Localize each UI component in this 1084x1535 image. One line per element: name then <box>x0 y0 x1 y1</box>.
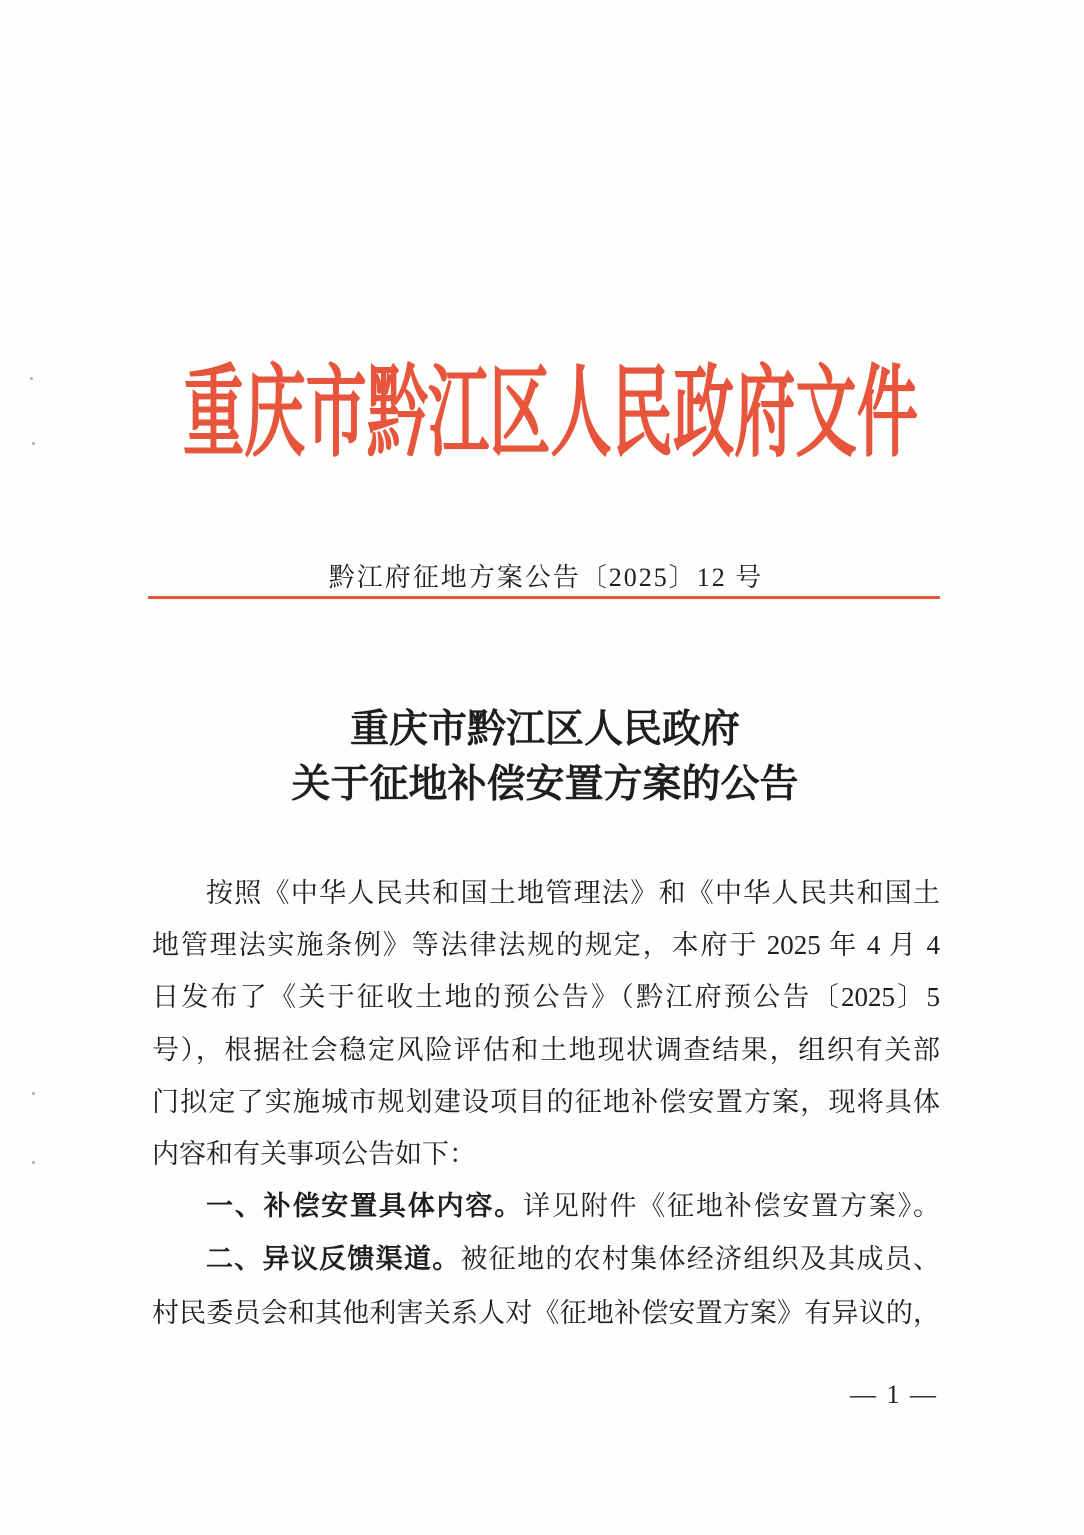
section-2 <box>152 1233 940 1286</box>
section-text: 村民委员会和其他利害关系人对《征地补偿安置方案》有异议的， <box>152 1297 940 1328</box>
document-title <box>0 702 1084 812</box>
masthead <box>0 360 1084 470</box>
body-line: 地管理法实施条例》等法律法规的规定，本府于 2025 年 4 月 4 <box>152 930 940 961</box>
title-line-1: 重庆市黔江区人民政府 <box>349 706 740 752</box>
body-line: 门拟定了实施城市规划建设项目的征地补偿安置方案，现将具体 <box>152 1086 940 1117</box>
body-line <box>152 1287 940 1339</box>
body-line: 号），根据社会稳定风险评估和土地现状调查结果，组织有关部 <box>152 1034 940 1065</box>
masthead-title: 重庆市黔江区人民政府文件 <box>183 360 918 470</box>
section-1 <box>152 1180 940 1233</box>
body-line: 内容和有关事项公告如下： <box>152 1139 476 1170</box>
body-line: 日发布了《关于征收土地的预公告》（黔江府预公告〔2025〕5 <box>152 982 940 1013</box>
document-body <box>152 867 940 1339</box>
header-rule <box>148 596 940 599</box>
section-heading: 一、补偿安置具体内容。 <box>206 1191 524 1223</box>
section-heading: 二、异议反馈渠道。 <box>206 1244 461 1276</box>
section-text: 详见附件《征地补偿安置方案》。 <box>523 1191 941 1222</box>
title-line-2: 关于征地补偿安置方案的公告 <box>291 761 799 807</box>
scan-speck <box>32 1092 35 1095</box>
scan-speck <box>32 1161 35 1164</box>
document-number: 黔江府征地方案公告〔2025〕12 号 <box>328 563 764 592</box>
section-text: 被征地的农村集体经济组织及其成员、 <box>460 1244 941 1275</box>
page-number: — 1 — <box>850 1380 938 1409</box>
body-line: 按照《中华人民共和国土地管理法》和《中华人民共和国土 <box>206 878 940 908</box>
